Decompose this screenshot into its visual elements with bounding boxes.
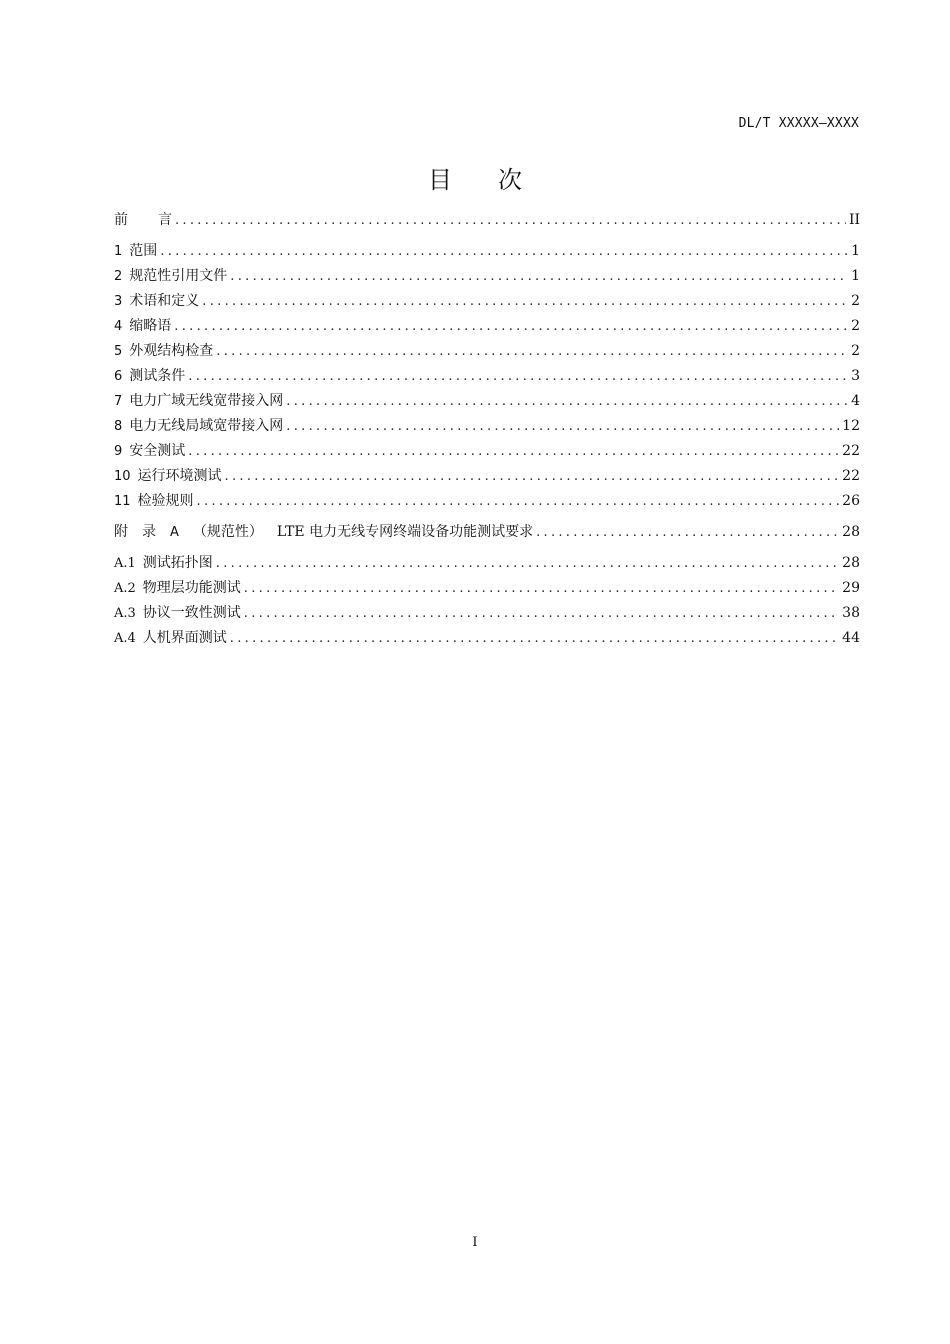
leader-dots	[216, 339, 848, 364]
leader-dots	[244, 601, 839, 626]
toc-page-number: 44	[842, 630, 860, 646]
leader-dots	[286, 414, 839, 439]
toc-entry-label: A.2 物理层功能测试	[114, 580, 241, 596]
toc-entry-annex-a[interactable]	[114, 520, 860, 545]
toc-entry-annex-a3[interactable]	[114, 601, 860, 626]
leader-dots	[536, 520, 839, 545]
toc-title: 目次	[428, 166, 568, 194]
toc-entry-label: 2 规范性引用文件	[114, 268, 228, 284]
toc-entry-chapter-11[interactable]	[114, 489, 860, 514]
leader-dots	[216, 551, 839, 576]
toc-page-number: 29	[842, 580, 860, 596]
toc-entry-label: 4 缩略语	[114, 318, 172, 334]
leader-dots	[225, 464, 840, 489]
leader-dots	[230, 626, 839, 651]
leader-dots	[197, 489, 840, 514]
toc-entry-chapter-3[interactable]	[114, 289, 860, 314]
page-number: I	[472, 1235, 478, 1250]
toc-entry-foreword[interactable]	[114, 208, 860, 233]
toc-page-number: 3	[851, 368, 860, 384]
leader-dots	[244, 576, 839, 601]
leader-dots	[188, 439, 839, 464]
leader-dots	[286, 389, 848, 414]
toc-entry-label: 5 外观结构检查	[114, 343, 214, 359]
toc-page-number: 1	[851, 268, 860, 284]
toc-entry-annex-a2[interactable]	[114, 576, 860, 601]
leader-dots	[174, 314, 848, 339]
toc-entry-label: 9 安全测试	[114, 443, 186, 459]
table-of-contents	[114, 208, 860, 651]
toc-page-number: 2	[851, 318, 860, 334]
toc-entry-label: 1 范围	[114, 243, 158, 259]
toc-entry-annex-a4[interactable]	[114, 626, 860, 651]
leader-dots	[188, 364, 848, 389]
toc-entry-chapter-1[interactable]	[114, 239, 860, 264]
toc-entry-chapter-6[interactable]	[114, 364, 860, 389]
toc-page-number: 22	[842, 468, 860, 484]
toc-page-number: 2	[851, 293, 860, 309]
toc-page-number: II	[848, 212, 860, 228]
toc-entry-label: 10 运行环境测试	[114, 468, 222, 484]
leader-dots	[230, 264, 848, 289]
toc-entry-chapter-5[interactable]	[114, 339, 860, 364]
toc-entry-label: 3 术语和定义	[114, 293, 200, 309]
toc-entry-chapter-4[interactable]	[114, 314, 860, 339]
toc-entry-label: A.3 协议一致性测试	[114, 605, 241, 621]
toc-entry-label: 附 录 A （规范性） LTE 电力无线专网终端设备功能测试要求	[114, 524, 534, 540]
toc-page-number: 1	[851, 243, 860, 259]
toc-entry-chapter-7[interactable]	[114, 389, 860, 414]
toc-entry-label: A.1 测试拓扑图	[114, 555, 213, 571]
leader-dots	[175, 208, 846, 233]
toc-entry-label: 前 言	[114, 212, 172, 228]
toc-entry-label: 8 电力无线局域宽带接入网	[114, 418, 284, 434]
toc-entry-annex-a1[interactable]	[114, 551, 860, 576]
toc-page-number: 38	[842, 605, 860, 621]
toc-page-number: 28	[842, 524, 860, 540]
toc-entry-label: 6 测试条件	[114, 368, 186, 384]
leader-dots	[160, 239, 848, 264]
toc-page-number: 26	[842, 493, 860, 509]
toc-entry-chapter-9[interactable]	[114, 439, 860, 464]
toc-page-number: 12	[842, 418, 860, 434]
toc-page-number: 28	[842, 555, 860, 571]
toc-page-number: 4	[851, 393, 860, 409]
toc-page-number: 2	[851, 343, 860, 359]
toc-entry-label: 7 电力广域无线宽带接入网	[114, 393, 284, 409]
toc-page-number: 22	[842, 443, 860, 459]
toc-entry-chapter-10[interactable]	[114, 464, 860, 489]
leader-dots	[202, 289, 848, 314]
document-code: DL/T XXXXX—XXXX	[738, 116, 859, 131]
toc-entry-chapter-2[interactable]	[114, 264, 860, 289]
toc-entry-label: 11 检验规则	[114, 493, 194, 509]
toc-entry-chapter-8[interactable]	[114, 414, 860, 439]
toc-entry-label: A.4 人机界面测试	[114, 630, 227, 646]
